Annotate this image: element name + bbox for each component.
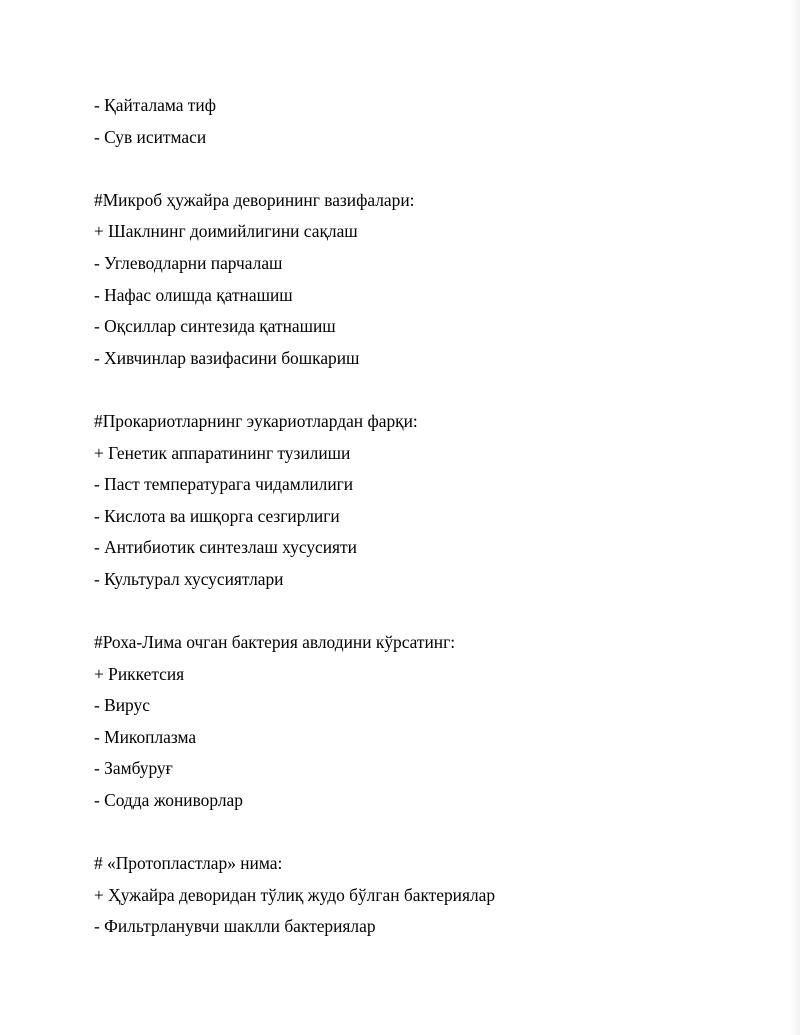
answer-option: - Кислота ва ишқорга сезгирлиги	[94, 505, 340, 526]
answer-option: - Культурал хусусиятлари	[94, 568, 284, 589]
answer-option: - Содда жониворлар	[94, 790, 243, 811]
paragraph-gap	[94, 817, 754, 849]
question-block	[94, 185, 754, 375]
answer-option: - Сув иситмаси	[94, 126, 207, 147]
question-block	[94, 848, 754, 943]
question-block	[94, 627, 754, 817]
question-block	[94, 90, 754, 153]
answer-option: - Хивчинлар вазифасини бошкариш	[94, 347, 360, 368]
answer-option-correct: + Риккетсия	[94, 663, 185, 684]
answer-option: - Фильтрланувчи шаклли бактериялар	[94, 916, 376, 937]
answer-option: - Вирус	[94, 695, 150, 716]
paragraph-gap	[94, 153, 754, 185]
answer-option: - Углеводларни парчалаш	[94, 252, 283, 273]
question-text: #Роха-Лима очган бактерия авлодини кўрсатинг:	[94, 632, 456, 653]
answer-option-correct: + Генетик аппаратининг тузилиши	[94, 442, 351, 463]
question-text: #Прокариотларнинг эукариотлардан фарқи:	[94, 410, 418, 431]
answer-option: - Паст температурага чидамлилиги	[94, 474, 354, 495]
answer-option: - Замбуруғ	[94, 758, 173, 779]
answer-option: - Микоплазма	[94, 726, 197, 747]
question-block	[94, 406, 754, 596]
answer-option-correct: + Шаклнинг доимийлигини сақлаш	[94, 221, 358, 242]
answer-option: - Оқсиллар синтезида қатнашиш	[94, 316, 336, 337]
answer-option: - Антибиотик синтезлаш хусусияти	[94, 537, 357, 558]
answer-option-correct: + Ҳужайра деворидан тўлиқ жудо бўлган бактериялар	[94, 884, 496, 905]
document-body	[94, 90, 754, 943]
answer-option: - Нафас олишда қатнашиш	[94, 284, 293, 305]
page-edge-shadow	[790, 0, 800, 1035]
paragraph-gap	[94, 374, 754, 406]
answer-option: - Қайталама тиф	[94, 95, 216, 115]
question-text: #Микроб ҳужайра деворининг вазифалари:	[94, 189, 415, 210]
paragraph-gap	[94, 596, 754, 628]
question-text: # «Протопластлар» нима:	[94, 853, 283, 874]
